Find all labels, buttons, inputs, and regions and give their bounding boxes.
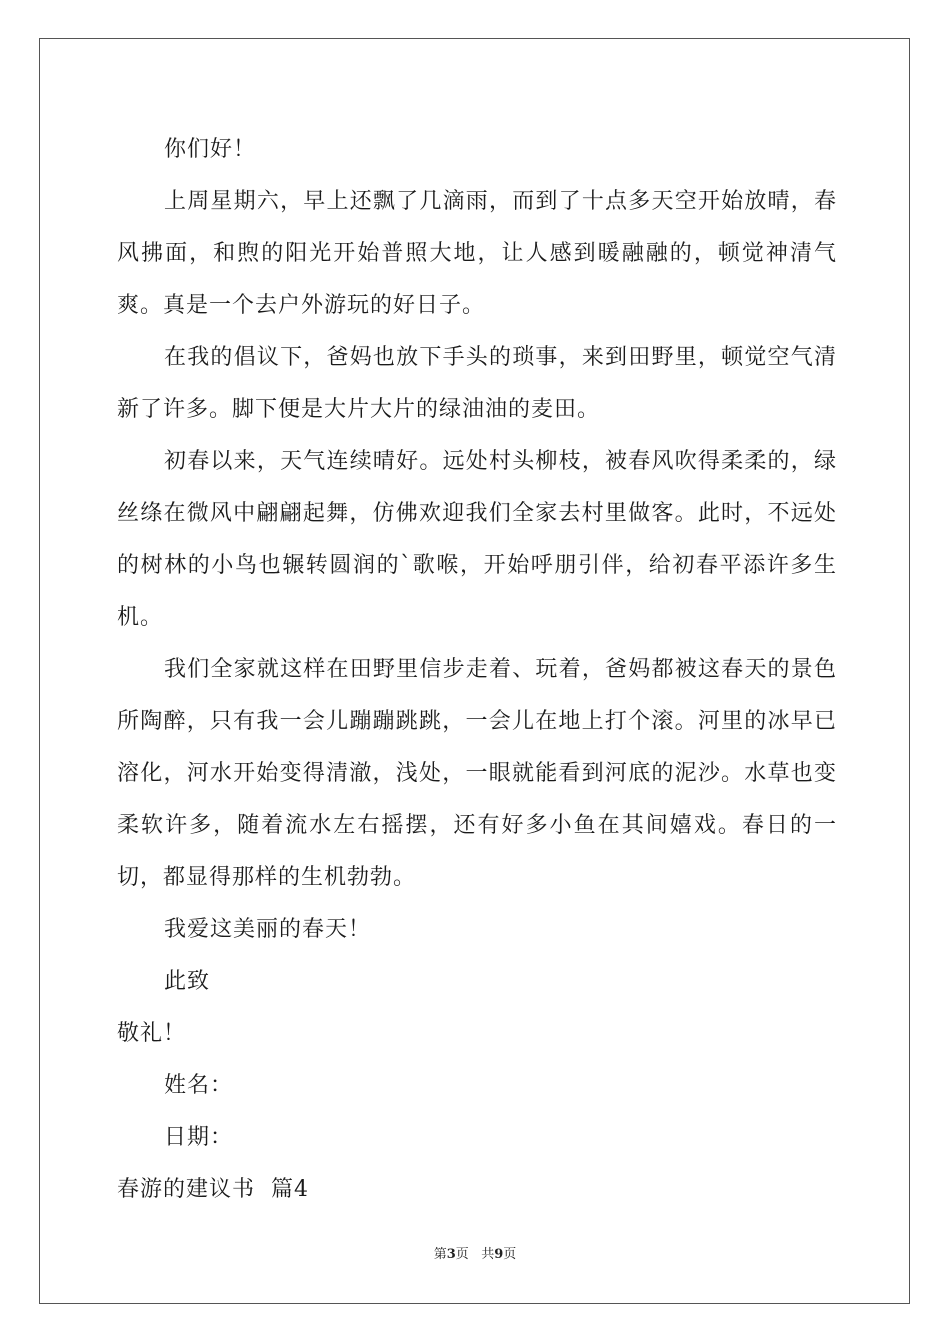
paragraph-1: 上周星期六，早上还飘了几滴雨，而到了十点多天空开始放晴，春风拂面，和煦的阳光开始普照大地，让人感到暖融融的，顿觉神清气爽。真是一个去户外游玩的好日子。: [117, 189, 837, 318]
footer-page-suffix: 页: [503, 1247, 517, 1262]
greeting: 你们好！: [164, 137, 257, 162]
page-footer: [0, 1246, 950, 1264]
salutation-jing-li: 敬礼！: [117, 1021, 187, 1046]
footer-page-mid: 页 共: [455, 1247, 495, 1262]
closing-line: 我爱这美丽的春天！: [164, 917, 372, 942]
date-label: 日期：: [164, 1125, 234, 1150]
footer-current-page: 3: [446, 1247, 456, 1262]
footer-total-pages: 9: [494, 1247, 504, 1262]
paragraph-3: 初春以来，天气连续晴好。远处村头柳枝，被春风吹得柔柔的，绿丝绦在微风中翩翩起舞，仿佛欢迎我们全家去村里做客。此时，不远处的树林的小鸟也辗转圆润的`歌喉，开始呼朋引伴，给初春平添许多生机。: [117, 449, 837, 630]
footer-page-prefix: 第: [433, 1247, 447, 1262]
salutation-ci-zhi: 此致: [164, 969, 211, 994]
name-label: 姓名：: [164, 1073, 234, 1098]
paragraph-4: 我们全家就这样在田野里信步走着、玩着，爸妈都被这春天的景色所陶醉，只有我一会儿蹦蹦跳跳，一会儿在地上打个滚。河里的冰早已溶化，河水开始变得清澈，浅处，一眼就能看到河底的泥沙。水草也变柔软许多，随着流水左右摇摆，还有好多小鱼在其间嬉戏。春日的一切，都显得那样的生机勃勃。: [117, 657, 837, 890]
next-section-title: 春游的建议书 篇4: [117, 1177, 309, 1202]
paragraph-2: 在我的倡议下，爸妈也放下手头的琐事，来到田野里，顿觉空气清新了许多。脚下便是大片大片的绿油油的麦田。: [117, 345, 837, 422]
letter-body: [117, 124, 837, 1216]
